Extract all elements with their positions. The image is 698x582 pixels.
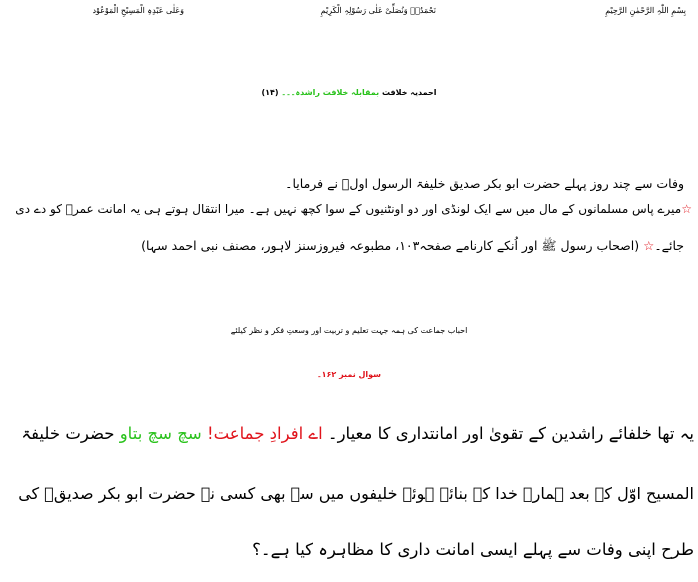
question-line-2: المسیح اوّل کے بعد ہمارے خدا کے بنائے ہوئے خلیفوں میں سے بھی کسی نے حضرت ابو بکر صدیقؓ کی <box>18 484 694 503</box>
star-icon: ☆ <box>681 202 692 216</box>
title-number: (۱۴) <box>261 88 282 97</box>
passage-line-3 <box>141 238 684 257</box>
passage-line-1: وفات سے چند روز پہلے حضرت ابو بکر صدیق خلیفۃ الرسول اولؓ نے فرمایا۔ <box>285 176 684 191</box>
tell-truth: سچ سچ بتاو <box>119 424 202 443</box>
sub-heading: احباب جماعت کی ہمہ جہت تعلیم و تربیت اور وسعتِ فکر و نظر کیلئے <box>230 326 468 335</box>
page-title <box>0 88 698 97</box>
passage-line-2-text: میرے پاس مسلمانوں کے مال میں سے ایک لونڈی اور دو اونٹنیوں کے سوا کچھ نہیں ہے۔ میرا انتقال ہوتے ہی یہ امانت عمرؓ کو دے دی <box>15 202 682 216</box>
passage-line-3-start: جائے۔ <box>654 238 684 253</box>
passage-line-2 <box>15 202 692 216</box>
address-jamaat: اے افرادِ جماعت! <box>201 424 323 443</box>
hamd-text: نَحْمَدُہٗ وَنُصَلِّیْ عَلٰی رَسُوْلِہِ الْکَرِیْمِ <box>320 6 436 15</box>
question-line-3: طرح اپنی وفات سے پہلے ایسی امانت داری کا مظاہرہ کیا ہے۔؟ <box>252 540 694 559</box>
reference-text: (اصحاب رسول ﷺ اور اُنکے کارنامے صفحہ۱۰۳، مطبوعہ فیروزسنز لاہور، مصنف نبی احمد سہا) <box>141 238 644 253</box>
question-line-1 <box>21 424 694 443</box>
star-icon: ☆ <box>643 238 655 253</box>
question-number: سوال نمبر ۱۶۲۔ <box>316 370 382 379</box>
title-part-rashida: بمقابلہ خلافت راشدہ۔۔۔ <box>281 88 380 97</box>
question-line-1-start: یہ تھا خلفائے راشدین کے تقویٰ اور امانتداری کا معیار۔ <box>322 424 694 443</box>
masih-text: وَعَلٰی عَبْدِہِ الْمَسِیْحِ الْمَوْعُوْد <box>92 6 184 15</box>
title-part-ahmadiyya: احمدیہ خلافت <box>379 88 437 97</box>
bismillah-row <box>0 6 698 32</box>
question-line-1-end: حضرت خلیفۃ <box>21 424 120 443</box>
bismillah-text: بِسْمِ اللّٰہِ الرَّحْمٰنِ الرَّحِیْمِ <box>605 6 686 15</box>
